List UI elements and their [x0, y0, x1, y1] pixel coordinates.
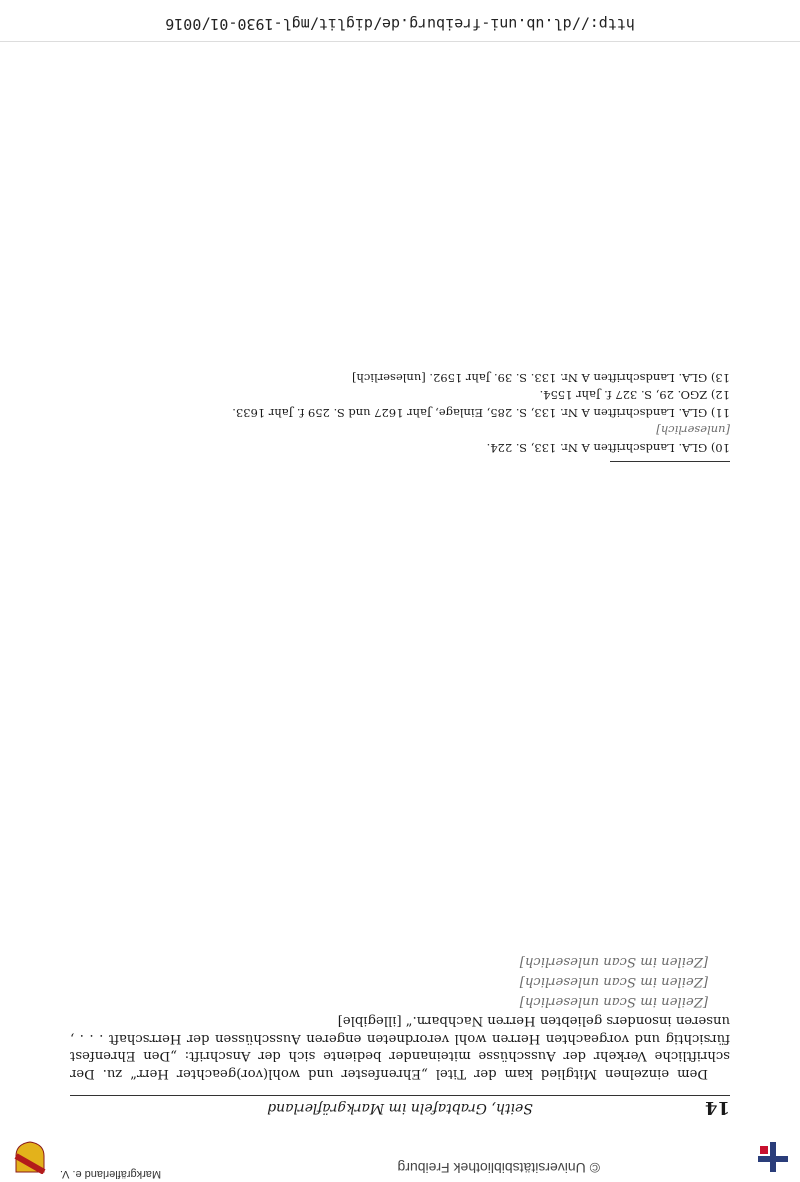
footnotes — [70, 368, 730, 463]
permalink[interactable]: http://dl.ub.uni-freiburg.de/diglit/mgl-1930-01/0016 — [165, 15, 635, 33]
running-head: Seith, Grabtafeln im Markgräflerland — [267, 1100, 533, 1116]
footnote: 11) GLA. Landschriften A Nr. 133, S. 285, Einlage, Jahr 1627 und S. 259 f. Jahr 1633. — [232, 406, 730, 420]
society-crest-icon — [12, 1140, 48, 1174]
library-logo-icon — [756, 1140, 790, 1174]
paragraph: [Zeilen im Scan unleserlich] — [519, 974, 708, 990]
viewer-bottom-bar — [0, 0, 800, 42]
viewer-top-bar — [0, 1120, 800, 1182]
footnote: [unleserlich] — [656, 423, 730, 438]
society-name: Markgräflerland e. V. — [60, 1168, 162, 1180]
footnote: 12) ZGO. 29, S. 327 f. Jahr 1554. — [539, 388, 730, 403]
footnote: 13) GLA. Landschriften A Nr. 133. S. 39. Jahr 1592. [unleserlich] — [352, 371, 730, 385]
library-copyright: © Universitätsbibliothek Freiburg — [397, 1160, 600, 1176]
paragraph: [Zeilen im Scan unleserlich] — [519, 954, 708, 970]
body-text — [70, 951, 730, 1082]
footnote: 10) GLA. Landschriften A Nr. 133, S. 224. — [486, 441, 730, 455]
page-number: 14 — [704, 1097, 730, 1118]
footnote-rule — [610, 461, 730, 462]
paragraph: [Zeilen im Scan unleserlich] — [519, 993, 708, 1009]
paragraph: Dem einzelnen Mitglied kam der Titel „Ehrenfester und wohl(vor)geachter Herr“ zu. Der schriftliche Verkehr der Ausschüsse miteinander bediente sich der Anschrift: „Den Ehrenfest fürsichtig und vorgeachten Herren wohl verordneten engeren Ausschüssen der Herrschaft . . . , unseren insonders geliebten Herren Nachbarn.“ [illegible] — [70, 1013, 730, 1081]
page-header — [70, 1095, 730, 1118]
